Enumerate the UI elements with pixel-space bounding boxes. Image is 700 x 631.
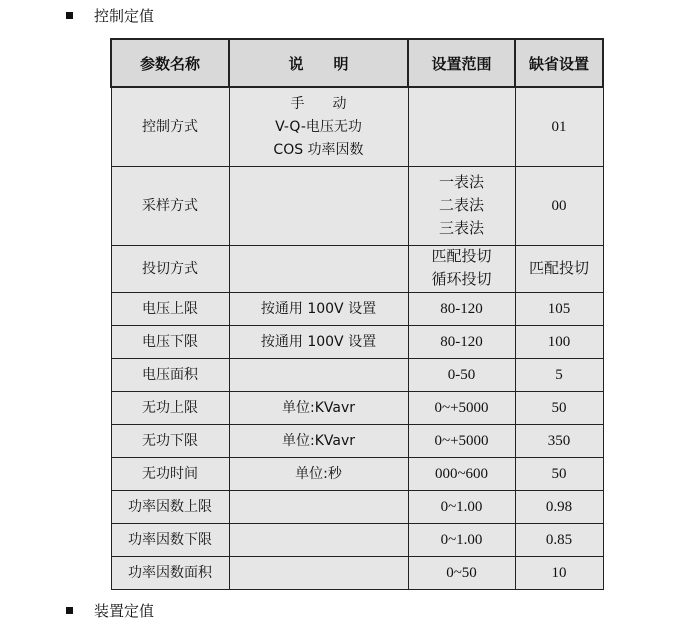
description-cell-line: 手 动 (290, 95, 347, 112)
description-cell (229, 87, 408, 167)
header-description: 说 明 (229, 39, 408, 87)
range-cell-line: 二表法 (438, 197, 484, 214)
description-cell (229, 425, 408, 458)
range-cell-line: 0~+5000 (434, 432, 489, 449)
range-cell-line: 一表法 (438, 174, 484, 191)
description-cell-line: 单位:KVavr (281, 432, 355, 449)
table-row (111, 557, 603, 590)
range-cell (408, 524, 515, 557)
description-cell (229, 458, 408, 491)
description-cell (229, 557, 408, 590)
param-name-cell: 功率因数下限 (111, 524, 229, 557)
description-cell (229, 326, 408, 359)
default-value-cell: 00 (515, 167, 603, 246)
header-param-name: 参数名称 (111, 39, 229, 87)
description-cell-line: 按通用 100V 设置 (260, 300, 377, 317)
range-cell-line: 0~1.00 (440, 531, 483, 548)
default-value-cell: 01 (515, 87, 603, 167)
range-cell-line: 匹配投切 (431, 249, 492, 265)
range-cell (408, 359, 515, 392)
range-cell-line: 0~1.00 (440, 498, 483, 515)
range-cell (408, 491, 515, 524)
description-cell (229, 246, 408, 293)
description-cell-line: 单位:秒 (295, 465, 342, 482)
default-value-cell: 100 (515, 326, 603, 359)
range-cell-line: 0~50 (446, 564, 477, 581)
description-cell-line: V-Q-电压无功 (275, 118, 362, 135)
default-value-cell: 105 (515, 293, 603, 326)
description-cell-line: 按通用 100V 设置 (260, 333, 377, 350)
table-row (111, 326, 603, 359)
default-value-cell: 10 (515, 557, 603, 590)
section-title: 装置定值 (94, 602, 155, 620)
section-title: 控制定值 (94, 7, 155, 25)
bullet-square-icon (66, 12, 73, 19)
range-cell-line: 80-120 (440, 300, 483, 317)
param-name-cell: 功率因数面积 (111, 557, 229, 590)
table-row (111, 246, 603, 293)
default-value-cell: 0.85 (515, 524, 603, 557)
range-cell-line: 80-120 (440, 333, 483, 350)
header-default: 缺省设置 (515, 39, 603, 87)
param-name-cell: 无功下限 (111, 425, 229, 458)
range-cell-line: 循环投切 (431, 272, 492, 288)
range-cell (408, 246, 515, 293)
default-value-cell: 50 (515, 392, 603, 425)
range-cell (408, 326, 515, 359)
param-name-cell: 投切方式 (111, 246, 229, 293)
param-name-cell: 电压下限 (111, 326, 229, 359)
default-value-cell: 0.98 (515, 491, 603, 524)
table-row (111, 425, 603, 458)
description-cell (229, 359, 408, 392)
param-name-cell: 控制方式 (111, 87, 229, 167)
description-cell (229, 167, 408, 246)
range-cell-line: 三表法 (438, 220, 484, 237)
range-cell (408, 557, 515, 590)
bullet-square-icon (66, 607, 73, 614)
table-row (111, 359, 603, 392)
range-cell-line: 000~600 (434, 465, 489, 482)
table-row (111, 458, 603, 491)
range-cell (408, 392, 515, 425)
default-value-cell: 350 (515, 425, 603, 458)
range-cell (408, 167, 515, 246)
param-name-cell: 电压面积 (111, 359, 229, 392)
table-row (111, 167, 603, 246)
description-cell-line: COS 功率因数 (273, 141, 364, 158)
param-name-cell: 采样方式 (111, 167, 229, 246)
table-row (111, 293, 603, 326)
param-name-cell: 功率因数上限 (111, 491, 229, 524)
description-cell (229, 524, 408, 557)
default-value-cell: 5 (515, 359, 603, 392)
default-value-cell: 匹配投切 (515, 246, 603, 293)
param-name-cell: 电压上限 (111, 293, 229, 326)
description-cell-line: 单位:KVavr (281, 399, 355, 416)
description-cell (229, 491, 408, 524)
description-cell (229, 293, 408, 326)
header-range: 设置范围 (408, 39, 515, 87)
range-cell (408, 293, 515, 326)
parameter-table (110, 38, 604, 590)
table-row (111, 87, 603, 167)
table-row (111, 524, 603, 557)
range-cell (408, 87, 515, 167)
table-header-row (111, 39, 603, 87)
description-cell (229, 392, 408, 425)
param-name-cell: 无功时间 (111, 458, 229, 491)
table-row (111, 392, 603, 425)
range-cell (408, 425, 515, 458)
table-row (111, 491, 603, 524)
range-cell-line: 0~+5000 (434, 399, 489, 416)
param-name-cell: 无功上限 (111, 392, 229, 425)
default-value-cell: 50 (515, 458, 603, 491)
range-cell-line: 0-50 (447, 366, 476, 383)
section-heading-control (66, 5, 154, 26)
section-heading-device (66, 600, 154, 621)
range-cell (408, 458, 515, 491)
